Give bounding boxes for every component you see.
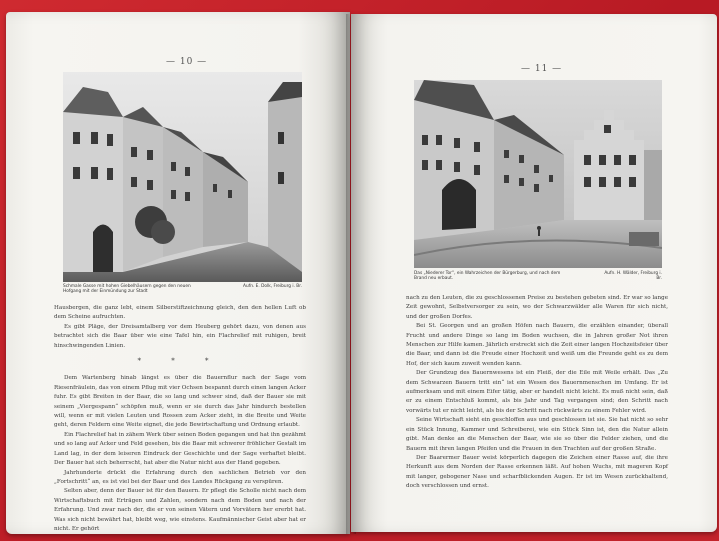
photo-credit: Aufn. H. Wälder, Freiburg i. Br. [604, 271, 662, 282]
paragraph: Bei St. Georgen und an großen Höfen nach Bauern, die erzählen einander, überall Frucht und andere Dinge so lang im Boden wuchsen, die in Jahren großer Not ihren Menschen zur Hilfe kamen. Jährlich erstreckt sich die Zeit einer langen Hochzeitsfeier über die Baar, und dann ist die Freude einer Hochzeit und weiß um die Freunde geht es zu dem Hof, der sich kaum zuweit wenden kann. [406, 323, 668, 367]
caption-text: Schmale Gasse mit hohen Giebelhäusern gegen den neuen Hofgang mit der Einmündung zur Stadt [63, 284, 191, 295]
town-gate-illustration [414, 80, 662, 268]
paragraph: nach zu den Leuten, die zu geschlossenen Preise zu bestehen gebeten sind. Er war so lange Zeit gewohnt, Selbstversorger zu sein, wo der Schwarzwälder alle Waren für sich nicht, und der großen Dorfes. [406, 295, 668, 320]
paragraph: Es gibt Pläge, der Dreisamtalberg vor dem Heuberg gehört dazu, von denen aus betrachtet sich die Baar über wie eine Tafel hin, ein Flachrelief mit ruhigen, breit hinschwingenden Linien. [54, 323, 306, 349]
photo-caption-left [63, 284, 302, 298]
page-number-right: — 11 — [521, 64, 563, 74]
photo-street-gables [63, 72, 302, 282]
open-book [6, 4, 717, 532]
left-page-body [54, 304, 306, 534]
left-page [6, 12, 350, 534]
street-photo-illustration [63, 72, 302, 282]
paragraph: Der Grundzug des Bauernwesens ist ein Fleiß, der die Eile mit Weile erhält. Das „Zu dem Schwarzen Bauern tritt ein“ ist ein Wesen des Bauernmenschen im Umfang. Er ist aufmerksam und mit einem Eifer tätig, aber er handelt nicht leicht. Es muß nicht sein, daß er zu einem Entschluß kommt, als bis Jahr und Tag vergangen sind; den Schritt nach vorwärts tut er nicht leicht, als bis der Schritt nach rückwärts zu einem Fehler wird. [406, 370, 668, 414]
paragraph: Selten aber, denn der Bauer ist für den Bauern. Er pflegt die Scholle nicht nach dem Wirtschaftsbuch mit Erträgen und Zahlen, sondern nach dem Boden und nach der Erfahrung. Und zwar nach der, die er von seinen Vätern und Vorvätern her ererbt hat. Was sich nicht bewährt hat, bleibt weg, wie einstens. Kaufmännischer Geist aber hat er nicht. Er gehört [54, 488, 306, 532]
right-page-body [406, 294, 668, 492]
photo-credit: Aufn. E. Dolk, Freiburg i. Br. [243, 284, 302, 289]
paragraph: Seine Wirtschaft sieht ein geschloffen aus und geschlossen ist sie. Sie hat nicht so sehr ein Stück Innung, Kammer und Schreiberei, wie ein Stück Sinn ist, den die Natur allein gibt. Man denke an die Menschen der Baar, wie sie so über die Felder ziehen, und die Bauern mit ihren langen Pfeifen und die Frauen in den Trachten auf der großen Straße. [406, 417, 668, 452]
right-page [351, 14, 717, 532]
page-number-left: — 10 — [166, 57, 208, 67]
paragraph: Dem Wartenberg hinab längst es über die Bauernflur nach der Sage vom Riesenfräulein, das von einem Pflug mit vier Ochsen bespannt durch einen langen Acker fuhr. Es gibt Breiten in der Baar, die so lang und schwer sind, daß der Bauer sie mit seinem „Viergespann“ schöpfen muß, wenn er sie durch das Jahr hindurch bestellen will, wenn er mit vielen Leuten und Rossen zum Acker zieht, in die Breite und Weite geht, deren Feldern eine Weite eignet, die jede Bewirtschaftung und Ordnung erlaubt. [54, 375, 306, 429]
paragraph: Jahrhunderte drückt die Erfahrung durch den sachlichen Betrieb vor den „Fortschritt“ an, es ist viel bei der Baar und des Landes Rückgang zu verspüren. [54, 469, 306, 485]
caption-text: Das „Niederer Tor“, ein Wahrzeichen der Bürgerburg, und nach dem Brand neu erbaut. [414, 271, 561, 282]
photo-town-gate [414, 80, 662, 268]
paragraph: Ein Flachrelief hat in zähem Werk über seinen Boden gegangen und hat ihn gezähmt und so lang auf Acker und Feld gesehen, bis die Baar mit schwerer fröhlicher Gestalt im Land lag, in der dem leiseren Eindruck der Geschichte und der Sage verhaftet bleibt. Der Bauer hat sich beherrscht, hat aber die Natur nicht aus der Hand gegeben. [54, 431, 306, 467]
paragraph: Der Baarermer Bauer weist körperlich dagegen die Zeichen einer Rasse auf, die ihre Herkunft aus dem Norden der Rasse erkennen läßt. Auf hohen Wuchs, mit mageren Kopf mit langer, gebogener Nase und scharfblickenden Augen. Er ist im Wesen zurückhaltend, doch verschlossen und ernst. [406, 454, 668, 490]
paragraph: Hausbergen, die ganz lebt, einem Silberstiftzeichnung gleich, den den hellen Luft ob dem Scheine aufruchten. [54, 305, 306, 321]
photo-caption-right [414, 271, 662, 285]
section-divider: * * * [137, 357, 223, 366]
